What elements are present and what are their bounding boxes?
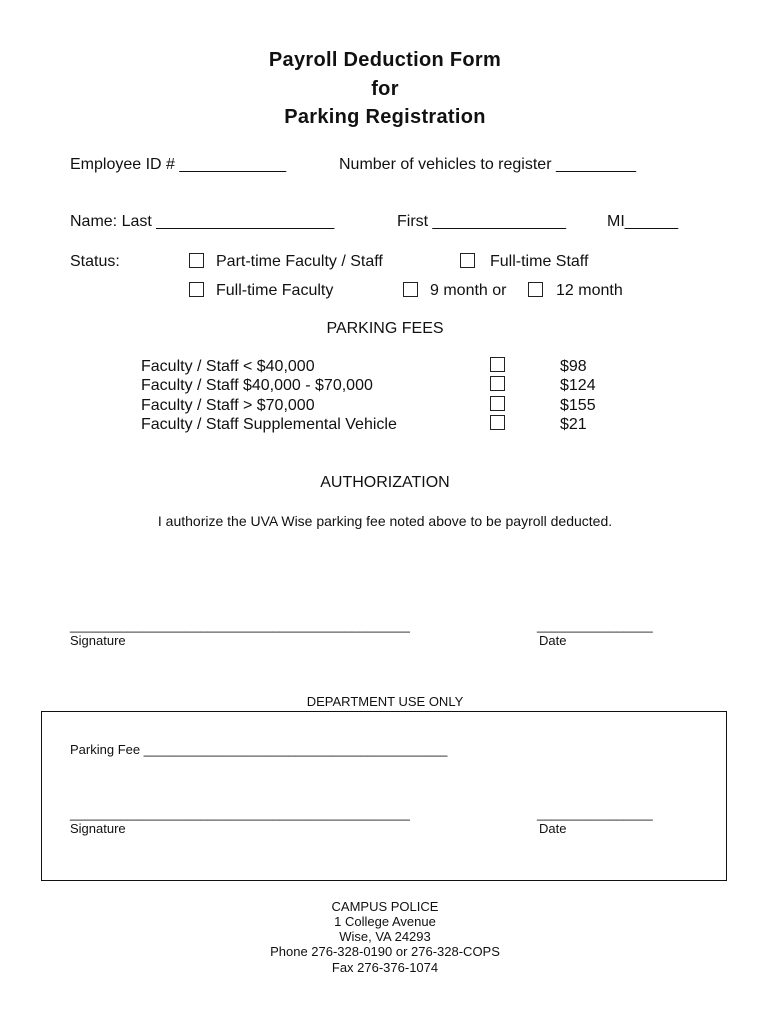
part-time-faculty-staff-label: Part-time Faculty / Staff [216,253,383,270]
fee-row-amount: $155 [560,397,596,414]
fee-row-checkbox[interactable] [490,357,505,372]
footer-fax: Fax 276-376-1074 [331,960,439,975]
department-signature-line[interactable]: _______________________________________________ [70,806,410,821]
signature-line[interactable]: _______________________________________________ [70,618,410,633]
part-time-faculty-staff-checkbox[interactable] [189,253,204,268]
date-line[interactable]: ________________ [537,618,653,633]
employee-id-field[interactable]: Employee ID # ____________ [70,156,287,173]
form-title-line2: for [371,78,399,100]
twelve-month-label: 12 month [556,282,623,299]
signature-label: Signature [70,633,126,648]
department-date-line[interactable]: ________________ [537,806,653,821]
fee-row-label: Faculty / Staff < $40,000 [141,358,315,375]
fee-row-checkbox[interactable] [490,415,505,430]
fee-row-label: Faculty / Staff Supplemental Vehicle [141,416,397,433]
first-name-field[interactable]: First _______________ [397,213,567,230]
full-time-faculty-label: Full-time Faculty [216,282,334,299]
department-date-label: Date [539,821,567,836]
fee-row-amount: $98 [560,358,587,375]
full-time-faculty-checkbox[interactable] [189,282,204,297]
twelve-month-checkbox[interactable] [528,282,543,297]
fee-row-checkbox[interactable] [490,376,505,391]
fee-row-amount: $124 [560,377,596,394]
last-name-field[interactable]: Name: Last ____________________ [70,213,335,230]
form-title-line3: Parking Registration [284,106,486,128]
footer-city: Wise, VA 24293 [339,929,431,944]
nine-month-label: 9 month or [430,282,507,299]
full-time-staff-checkbox[interactable] [460,253,475,268]
middle-initial-field[interactable]: MI______ [607,213,679,230]
nine-month-checkbox[interactable] [403,282,418,297]
authorization-heading: AUTHORIZATION [320,474,450,491]
parking-fee-field[interactable]: Parking Fee __________________________________________ [70,742,448,757]
footer-campus-police: CAMPUS POLICE [331,899,439,914]
authorization-text: I authorize the UVA Wise parking fee noted above to be payroll deducted. [157,513,613,529]
fee-row-amount: $21 [560,416,587,433]
footer-phone: Phone 276-328-0190 or 276-328-COPS [270,944,500,959]
date-label: Date [539,633,567,648]
fee-row-label: Faculty / Staff > $70,000 [141,397,315,414]
form-title-line1: Payroll Deduction Form [268,49,502,71]
parking-fees-heading: PARKING FEES [326,320,444,337]
vehicles-count-field[interactable]: Number of vehicles to register _________ [339,156,637,173]
department-signature-label: Signature [70,821,126,836]
fee-row-checkbox[interactable] [490,396,505,411]
department-use-heading: DEPARTMENT USE ONLY [306,694,464,709]
footer-address: 1 College Avenue [334,914,436,929]
fee-row-label: Faculty / Staff $40,000 - $70,000 [141,377,373,394]
full-time-staff-label: Full-time Staff [490,253,589,270]
status-label: Status: [70,253,120,270]
department-use-box [41,711,727,881]
